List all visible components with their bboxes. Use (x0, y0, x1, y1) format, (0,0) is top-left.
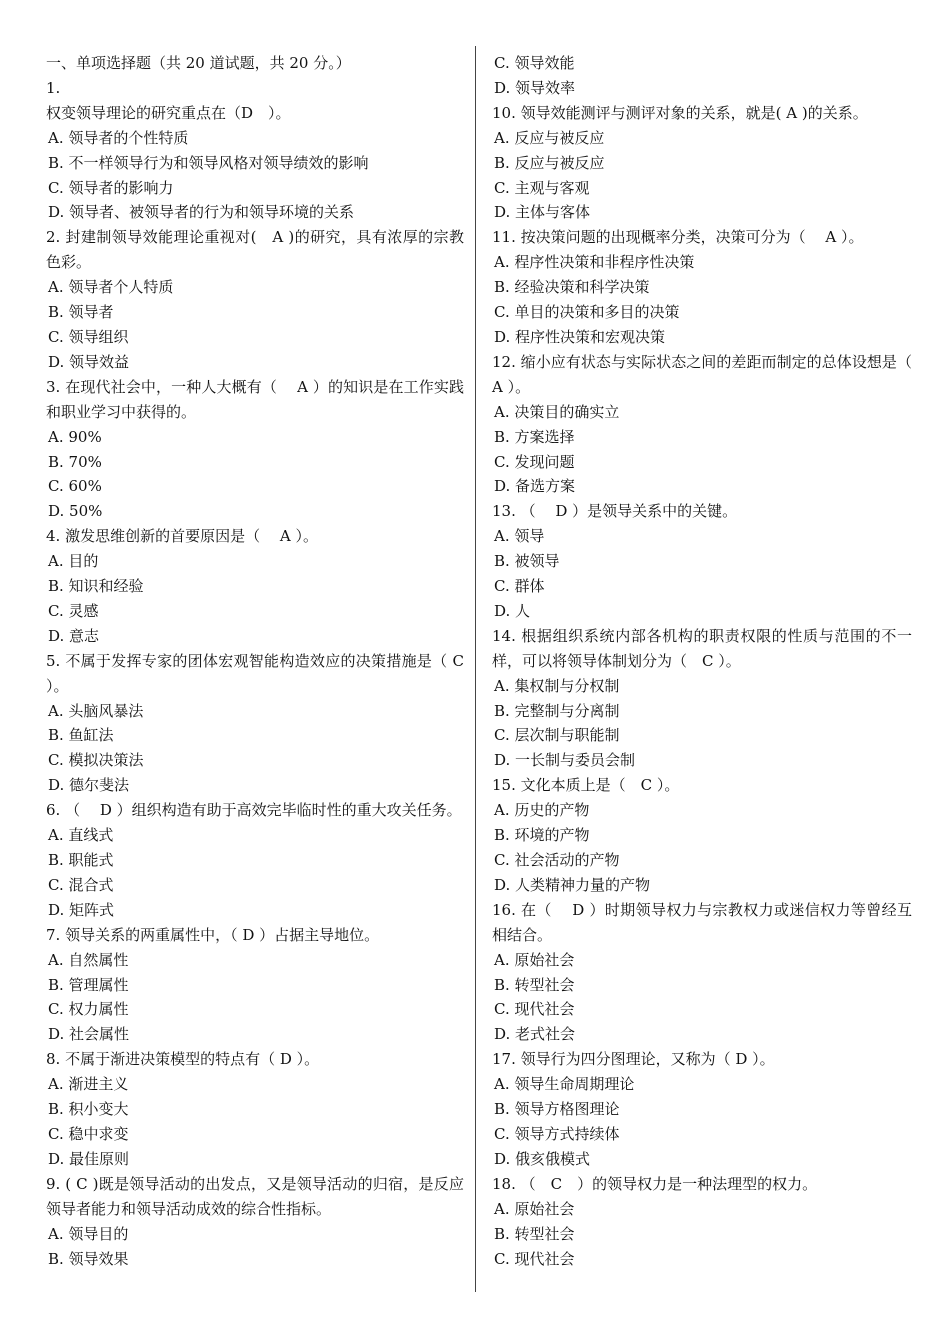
answer-option: C. 稳中求变 (48, 1124, 129, 1143)
answer-option: D. 老式社会 (494, 1025, 576, 1044)
answer-option: C. 60% (48, 477, 102, 496)
answer-option: D. 备选方案 (494, 477, 576, 496)
answer-option: C. 社会活动的产物 (494, 851, 620, 869)
answer-option: D. 俄亥俄模式 (494, 1149, 591, 1168)
answer-option: D. 领导者、被领导者的行为和领导环境的关系 (48, 203, 355, 222)
answer-option: D. 人 (494, 601, 531, 620)
answer-option: C. 发现问题 (494, 452, 575, 471)
question-text: 11. 按决策问题的出现概率分类，决策可分为（ A ）。 (492, 228, 864, 247)
answer-option: B. 被领导 (494, 552, 560, 571)
answer-option: A. 集权制与分权制 (494, 676, 620, 695)
question-text: 6. （ D ）组织构造有助于高效完毕临时性的重大攻关任务。 (46, 801, 462, 820)
answer-option: C. 现代社会 (494, 1000, 575, 1019)
question-text: 13. （ D ）是领导关系中的关键。 (492, 502, 738, 521)
answer-option: B. 环境的产物 (494, 826, 590, 845)
answer-option: B. 不一样领导行为和领导风格对领导绩效的影响 (48, 153, 369, 172)
answer-option: B. 70% (48, 452, 102, 471)
answer-option: A. 原始社会 (494, 1199, 575, 1218)
answer-option: C. 主观与客观 (494, 178, 590, 197)
answer-option: D. 矩阵式 (48, 900, 115, 919)
answer-option: B. 经验决策和科学决策 (494, 278, 650, 297)
left-question-list (46, 76, 464, 1272)
question-text: 14. 根据组织系统内部各机构的职责权限的性质与范围的不一样，可以将领导体制划分为（ C ）。 (492, 626, 912, 670)
answer-option: C. 权力属性 (48, 1000, 129, 1019)
answer-option: D. 领导效益 (48, 352, 130, 371)
answer-option: D. 社会属性 (48, 1025, 130, 1044)
question-text: 16. 在（ D ）时期领导权力与宗教权力或迷信权力等曾经互相结合。 (492, 900, 912, 944)
question-text: 18. （ C ）的领导权力是一种法理型的权力。 (492, 1174, 818, 1193)
left-column (46, 51, 464, 1271)
answer-option: D. 意志 (48, 626, 100, 645)
answer-option: C. 混合式 (48, 875, 114, 894)
question-text: 3. 在现代社会中，一种人大概有（ A ）的知识是在工作实践和职业学习中获得的。 (46, 377, 464, 421)
answer-option: C. 领导组织 (48, 327, 129, 346)
answer-option: A. 历史的产物 (494, 801, 590, 820)
answer-option: C. 层次制与职能制 (494, 726, 620, 745)
answer-option: A. 直线式 (48, 826, 114, 845)
answer-option: C. 领导效能 (494, 54, 575, 72)
answer-option: A. 反应与被反应 (494, 128, 605, 147)
answer-option: D. 最佳原则 (48, 1149, 130, 1168)
answer-option: A. 渐进主义 (48, 1075, 129, 1094)
question-text: 4. 激发思维创新的首要原因是（ A ）。 (46, 527, 318, 546)
question-text: 12. 缩小应有状态与实际状态之间的差距而制定的总体设想是（ A ）。 (492, 352, 912, 396)
question-text: 9. ( C )既是领导活动的出发点，又是领导活动的归宿，是反应领导者能力和领导活动成效的综合性指标。 (46, 1174, 464, 1218)
answer-option: D. 50% (48, 502, 103, 521)
answer-option: A. 90% (48, 427, 102, 446)
answer-option: B. 转型社会 (494, 1224, 575, 1243)
answer-option: D. 程序性决策和宏观决策 (494, 327, 666, 346)
answer-option: D. 人类精神力量的产物 (494, 875, 651, 894)
answer-option: A. 领导者个人特质 (48, 278, 174, 297)
answer-option: A. 领导目的 (48, 1224, 129, 1243)
answer-option: D. 德尔斐法 (48, 776, 130, 795)
answer-option: B. 完整制与分离制 (494, 701, 620, 720)
answer-option: A. 原始社会 (494, 950, 575, 969)
answer-option: C. 群体 (494, 577, 545, 596)
answer-option: B. 反应与被反应 (494, 153, 605, 172)
question-text: 2. 封建制领导效能理论重视对( A )的研究，具有浓厚的宗教色彩。 (46, 228, 464, 272)
answer-option: A. 领导生命周期理论 (494, 1075, 635, 1094)
question-text: 5. 不属于发挥专家的团体宏观智能构造效应的决策措施是（ C ）。 (46, 651, 464, 695)
answer-option: B. 鱼缸法 (48, 726, 114, 745)
question-text: 10. 领导效能测评与测评对象的关系，就是( A )的关系。 (492, 103, 868, 122)
question-text: 8. 不属于渐进决策模型的特点有（ D ）。 (46, 1050, 320, 1069)
answer-option: A. 头脑风暴法 (48, 701, 144, 720)
answer-option: C. 灵感 (48, 601, 99, 620)
answer-option: D. 主体与客体 (494, 203, 591, 222)
answer-option: A. 决策目的确实立 (494, 402, 620, 421)
answer-option: B. 领导效果 (48, 1249, 129, 1268)
question-text: 权变领导理论的研究重点在（D ）。 (46, 103, 291, 122)
answer-option: A. 程序性决策和非程序性决策 (494, 253, 695, 272)
question-text: 15. 文化本质上是（ C ）。 (492, 776, 680, 795)
question-text: 1. (46, 78, 61, 97)
answer-option: A. 目的 (48, 552, 99, 571)
answer-option: B. 方案选择 (494, 427, 575, 446)
answer-option: A. 领导 (494, 527, 545, 546)
answer-option: D. 一长制与委员会制 (494, 751, 636, 770)
answer-option: D. 领导效率 (494, 78, 576, 97)
answer-option: A. 领导者的个性特质 (48, 128, 189, 147)
right-column (492, 51, 912, 1271)
answer-option: A. 自然属性 (48, 950, 129, 969)
question-text: 7. 领导关系的两重属性中，（ D ）占据主导地位。 (46, 925, 380, 944)
answer-option: B. 领导方格图理论 (494, 1100, 620, 1119)
answer-option: B. 管理属性 (48, 975, 129, 994)
answer-option: C. 模拟决策法 (48, 751, 144, 770)
answer-option: B. 职能式 (48, 851, 114, 869)
answer-option: C. 领导方式持续体 (494, 1124, 620, 1143)
section-title: 一、单项选择题（共 20 道试题，共 20 分。） (46, 54, 351, 72)
answer-option: C. 领导者的影响力 (48, 178, 174, 197)
right-question-list (492, 51, 912, 1271)
answer-option: B. 转型社会 (494, 975, 575, 994)
column-divider (475, 46, 476, 1292)
answer-option: B. 知识和经验 (48, 577, 144, 596)
question-text: 17. 领导行为四分图理论，又称为（ D ）。 (492, 1050, 775, 1069)
answer-option: B. 领导者 (48, 303, 114, 322)
answer-option: C. 单目的决策和多目的决策 (494, 303, 680, 322)
answer-option: B. 积小变大 (48, 1100, 129, 1119)
answer-option: C. 现代社会 (494, 1249, 575, 1268)
